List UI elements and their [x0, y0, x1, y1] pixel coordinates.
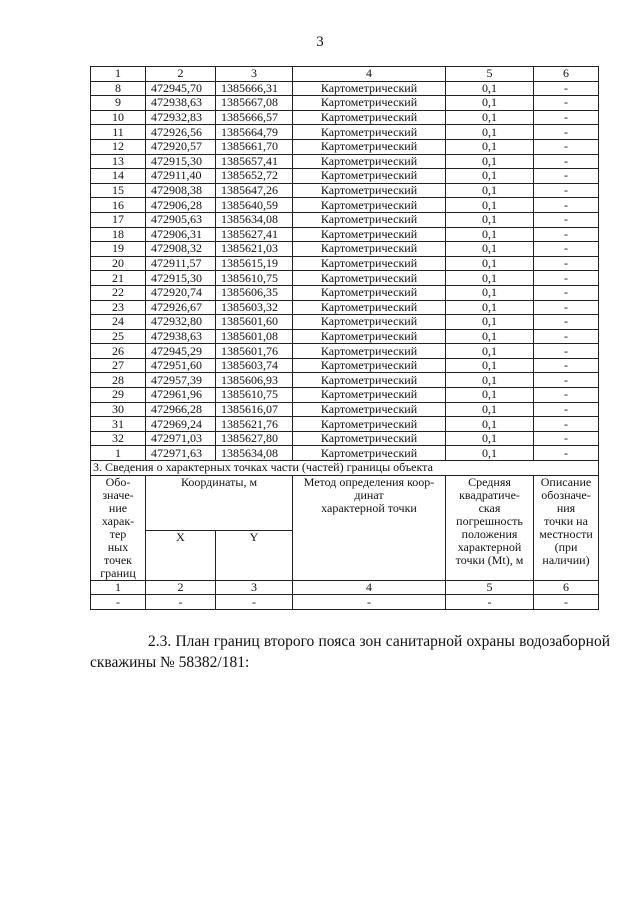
- table-cell: Картометрический: [293, 81, 446, 96]
- table-cell: 0,1: [446, 358, 534, 373]
- table-row: [91, 402, 599, 417]
- table-row: [91, 110, 599, 125]
- table-cell: -: [534, 329, 599, 344]
- table-cell: 1385603,74: [216, 358, 293, 373]
- table-cell: 0,1: [446, 271, 534, 286]
- table-cell: 472920,74: [146, 285, 216, 300]
- table-cell: Картометрический: [293, 446, 446, 461]
- table-cell: Картометрический: [293, 227, 446, 242]
- table-cell: 12: [91, 139, 146, 154]
- table-cell: 0,1: [446, 373, 534, 388]
- table-row: [91, 344, 599, 359]
- table-cell: 18: [91, 227, 146, 242]
- table-cell: 11: [91, 125, 146, 140]
- table-row: [91, 373, 599, 388]
- col-number: 6: [534, 67, 599, 82]
- table-cell: 25: [91, 329, 146, 344]
- table-row: [91, 227, 599, 242]
- table-cell: 1385627,80: [216, 431, 293, 446]
- empty-cell: -: [216, 595, 293, 610]
- table-cell: 0,1: [446, 212, 534, 227]
- table-cell: 1385666,57: [216, 110, 293, 125]
- table-cell: 8: [91, 81, 146, 96]
- table-cell: 24: [91, 315, 146, 330]
- table-cell: 472966,28: [146, 402, 216, 417]
- table-cell: -: [534, 96, 599, 111]
- table-cell: 0,1: [446, 329, 534, 344]
- table-row: [91, 183, 599, 198]
- table-row: [91, 417, 599, 432]
- table-row: [91, 212, 599, 227]
- table-cell: 1385634,08: [216, 446, 293, 461]
- table-cell: 1385657,41: [216, 154, 293, 169]
- table-cell: -: [534, 285, 599, 300]
- table-cell: Картометрический: [293, 125, 446, 140]
- table-cell: 472911,57: [146, 256, 216, 271]
- table-cell: 1385615,19: [216, 256, 293, 271]
- table-cell: -: [534, 125, 599, 140]
- table-cell: 0,1: [446, 242, 534, 257]
- table-cell: 472926,56: [146, 125, 216, 140]
- table-row: [91, 431, 599, 446]
- table-row: [91, 96, 599, 111]
- table-cell: Картометрический: [293, 183, 446, 198]
- header-designation: Обо- значе- ние харак- тер ных точек границ: [91, 475, 146, 580]
- header-coordinates: Координаты, м: [146, 475, 293, 530]
- table-cell: -: [534, 169, 599, 184]
- table-cell: 472908,32: [146, 242, 216, 257]
- table-cell: 0,1: [446, 256, 534, 271]
- table-cell: 1385640,59: [216, 198, 293, 213]
- empty-cell: -: [534, 595, 599, 610]
- table-row: [91, 154, 599, 169]
- table-cell: 472951,60: [146, 358, 216, 373]
- table-cell: 0,1: [446, 183, 534, 198]
- table-cell: 472971,63: [146, 446, 216, 461]
- header-method: Метод определения коор- динат характерной точки: [293, 475, 446, 580]
- col-number: 4: [293, 67, 446, 82]
- column-number-row: [91, 67, 599, 82]
- table-cell: 0,1: [446, 402, 534, 417]
- coordinates-table: [90, 66, 599, 610]
- table-cell: 0,1: [446, 315, 534, 330]
- table-cell: Картометрический: [293, 110, 446, 125]
- table-row: [91, 271, 599, 286]
- table-cell: 1385621,76: [216, 417, 293, 432]
- header-x: X: [146, 530, 216, 580]
- table-cell: 472915,30: [146, 271, 216, 286]
- table-cell: Картометрический: [293, 285, 446, 300]
- table-cell: 0,1: [446, 96, 534, 111]
- table-row: [91, 125, 599, 140]
- table-cell: -: [534, 402, 599, 417]
- table-cell: Картометрический: [293, 373, 446, 388]
- table-cell: Картометрический: [293, 154, 446, 169]
- table-cell: 472906,28: [146, 198, 216, 213]
- table-cell: Картометрический: [293, 271, 446, 286]
- col-number: 5: [446, 580, 534, 595]
- table-cell: -: [534, 417, 599, 432]
- section3-column-number-row: [91, 580, 599, 595]
- table-cell: -: [534, 358, 599, 373]
- table-cell: Картометрический: [293, 256, 446, 271]
- table-cell: 30: [91, 402, 146, 417]
- section-paragraph: 2.3. План границ второго пояса зон санитарной охраны водозаборной скважины № 58382/181:: [90, 633, 610, 671]
- table-cell: -: [534, 198, 599, 213]
- table-cell: 1385601,76: [216, 344, 293, 359]
- table-cell: -: [534, 446, 599, 461]
- table-cell: Картометрический: [293, 329, 446, 344]
- table-cell: Картометрический: [293, 417, 446, 432]
- table-cell: -: [534, 212, 599, 227]
- table-cell: 472920,57: [146, 139, 216, 154]
- col-number: 1: [91, 67, 146, 82]
- table-cell: 10: [91, 110, 146, 125]
- table-cell: 28: [91, 373, 146, 388]
- table-cell: 1385601,08: [216, 329, 293, 344]
- table-cell: 16: [91, 198, 146, 213]
- col-number: 2: [146, 580, 216, 595]
- table-cell: 472957,39: [146, 373, 216, 388]
- table-cell: Картометрический: [293, 139, 446, 154]
- table-cell: 0,1: [446, 417, 534, 432]
- table-cell: 1385667,08: [216, 96, 293, 111]
- table-cell: Картометрический: [293, 300, 446, 315]
- table-cell: 0,1: [446, 344, 534, 359]
- table-cell: 472938,63: [146, 96, 216, 111]
- table-cell: 1385610,75: [216, 388, 293, 403]
- table-cell: -: [534, 81, 599, 96]
- table-cell: 472932,83: [146, 110, 216, 125]
- table-row: [91, 198, 599, 213]
- table-cell: 472938,63: [146, 329, 216, 344]
- header-y: Y: [216, 530, 293, 580]
- section-caption: 3. Сведения о характерных точках части (частей) границы объекта: [91, 461, 599, 476]
- table-cell: 31: [91, 417, 146, 432]
- table-row: [91, 285, 599, 300]
- table-cell: 1: [91, 446, 146, 461]
- table-cell: 21: [91, 271, 146, 286]
- table-cell: 29: [91, 388, 146, 403]
- table-cell: 1385621,03: [216, 242, 293, 257]
- col-number: 6: [534, 580, 599, 595]
- table-row: [91, 300, 599, 315]
- table-cell: 22: [91, 285, 146, 300]
- table-cell: 472945,70: [146, 81, 216, 96]
- table-cell: 1385634,08: [216, 212, 293, 227]
- table-cell: 13: [91, 154, 146, 169]
- table-row: [91, 315, 599, 330]
- table-cell: 472945,29: [146, 344, 216, 359]
- table-cell: 1385647,26: [216, 183, 293, 198]
- table-cell: 0,1: [446, 285, 534, 300]
- table-cell: -: [534, 110, 599, 125]
- table-cell: -: [534, 139, 599, 154]
- top-table-body: [91, 67, 599, 461]
- table-cell: 1385606,35: [216, 285, 293, 300]
- table-cell: 9: [91, 96, 146, 111]
- table-cell: 472915,30: [146, 154, 216, 169]
- table-cell: -: [534, 183, 599, 198]
- table-cell: 0,1: [446, 446, 534, 461]
- table-cell: -: [534, 256, 599, 271]
- table-cell: 1385661,70: [216, 139, 293, 154]
- table-cell: 0,1: [446, 81, 534, 96]
- col-number: 4: [293, 580, 446, 595]
- table-cell: -: [534, 431, 599, 446]
- table-cell: Картометрический: [293, 169, 446, 184]
- empty-cell: -: [146, 595, 216, 610]
- table-cell: 32: [91, 431, 146, 446]
- table-cell: -: [534, 300, 599, 315]
- page-number: 3: [316, 34, 324, 50]
- table-cell: Картометрический: [293, 358, 446, 373]
- table-row: [91, 169, 599, 184]
- table-cell: Картометрический: [293, 198, 446, 213]
- table-row: [91, 139, 599, 154]
- table-row: [91, 329, 599, 344]
- header-description: Описание обозначе- ния точки на местности (при наличии): [534, 475, 599, 580]
- table-cell: 472908,38: [146, 183, 216, 198]
- table-row: [91, 242, 599, 257]
- table-cell: 1385610,75: [216, 271, 293, 286]
- table-cell: 1385627,41: [216, 227, 293, 242]
- table-row: [91, 81, 599, 96]
- table-cell: 1385666,31: [216, 81, 293, 96]
- table-cell: Картометрический: [293, 96, 446, 111]
- table-cell: -: [534, 271, 599, 286]
- col-number: 3: [216, 580, 293, 595]
- table-cell: Картометрический: [293, 431, 446, 446]
- table-cell: 0,1: [446, 139, 534, 154]
- section-caption-row: [91, 461, 599, 476]
- table-cell: -: [534, 373, 599, 388]
- table-cell: 1385652,72: [216, 169, 293, 184]
- table-cell: -: [534, 242, 599, 257]
- table-cell: 0,1: [446, 431, 534, 446]
- table-cell: -: [534, 344, 599, 359]
- col-number: 2: [146, 67, 216, 82]
- table-cell: 17: [91, 212, 146, 227]
- table-row: [91, 388, 599, 403]
- table-cell: 0,1: [446, 154, 534, 169]
- header-error: Средняя квадратиче- ская погрешность положения характерной точки (Mt), м: [446, 475, 534, 580]
- table-cell: -: [534, 227, 599, 242]
- table-cell: 27: [91, 358, 146, 373]
- table-cell: 19: [91, 242, 146, 257]
- table-cell: -: [534, 388, 599, 403]
- table-row: [91, 358, 599, 373]
- table-cell: 472961,96: [146, 388, 216, 403]
- table-cell: 0,1: [446, 227, 534, 242]
- table-cell: Картометрический: [293, 315, 446, 330]
- table-cell: -: [534, 154, 599, 169]
- table-cell: 0,1: [446, 110, 534, 125]
- table-cell: 472932,80: [146, 315, 216, 330]
- table-cell: 472926,67: [146, 300, 216, 315]
- table-cell: 1385664,79: [216, 125, 293, 140]
- table-cell: 0,1: [446, 125, 534, 140]
- table-cell: Картометрический: [293, 344, 446, 359]
- col-number: 1: [91, 580, 146, 595]
- table-cell: 14: [91, 169, 146, 184]
- col-number: 5: [446, 67, 534, 82]
- table-cell: 472971,03: [146, 431, 216, 446]
- header-row: [91, 475, 599, 530]
- table-cell: 23: [91, 300, 146, 315]
- table-cell: 472905,63: [146, 212, 216, 227]
- table-row: [91, 446, 599, 461]
- table-cell: 0,1: [446, 198, 534, 213]
- table-cell: 26: [91, 344, 146, 359]
- table-cell: 15: [91, 183, 146, 198]
- table-cell: Картометрический: [293, 242, 446, 257]
- col-number: 3: [216, 67, 293, 82]
- table-cell: 472969,24: [146, 417, 216, 432]
- empty-cell: -: [446, 595, 534, 610]
- empty-cell: -: [91, 595, 146, 610]
- table-cell: 472906,31: [146, 227, 216, 242]
- empty-cell: -: [293, 595, 446, 610]
- table-cell: 472911,40: [146, 169, 216, 184]
- table-cell: 0,1: [446, 388, 534, 403]
- table-cell: Картометрический: [293, 212, 446, 227]
- table-cell: 1385606,93: [216, 373, 293, 388]
- table-cell: 0,1: [446, 300, 534, 315]
- table-cell: 1385616,07: [216, 402, 293, 417]
- table-cell: -: [534, 315, 599, 330]
- table-cell: 1385603,32: [216, 300, 293, 315]
- section3-empty-row: [91, 595, 599, 610]
- table-cell: 20: [91, 256, 146, 271]
- table-row: [91, 256, 599, 271]
- table-cell: 0,1: [446, 169, 534, 184]
- section3-body: [91, 461, 599, 610]
- table-cell: 1385601,60: [216, 315, 293, 330]
- table-cell: Картометрический: [293, 388, 446, 403]
- table-cell: Картометрический: [293, 402, 446, 417]
